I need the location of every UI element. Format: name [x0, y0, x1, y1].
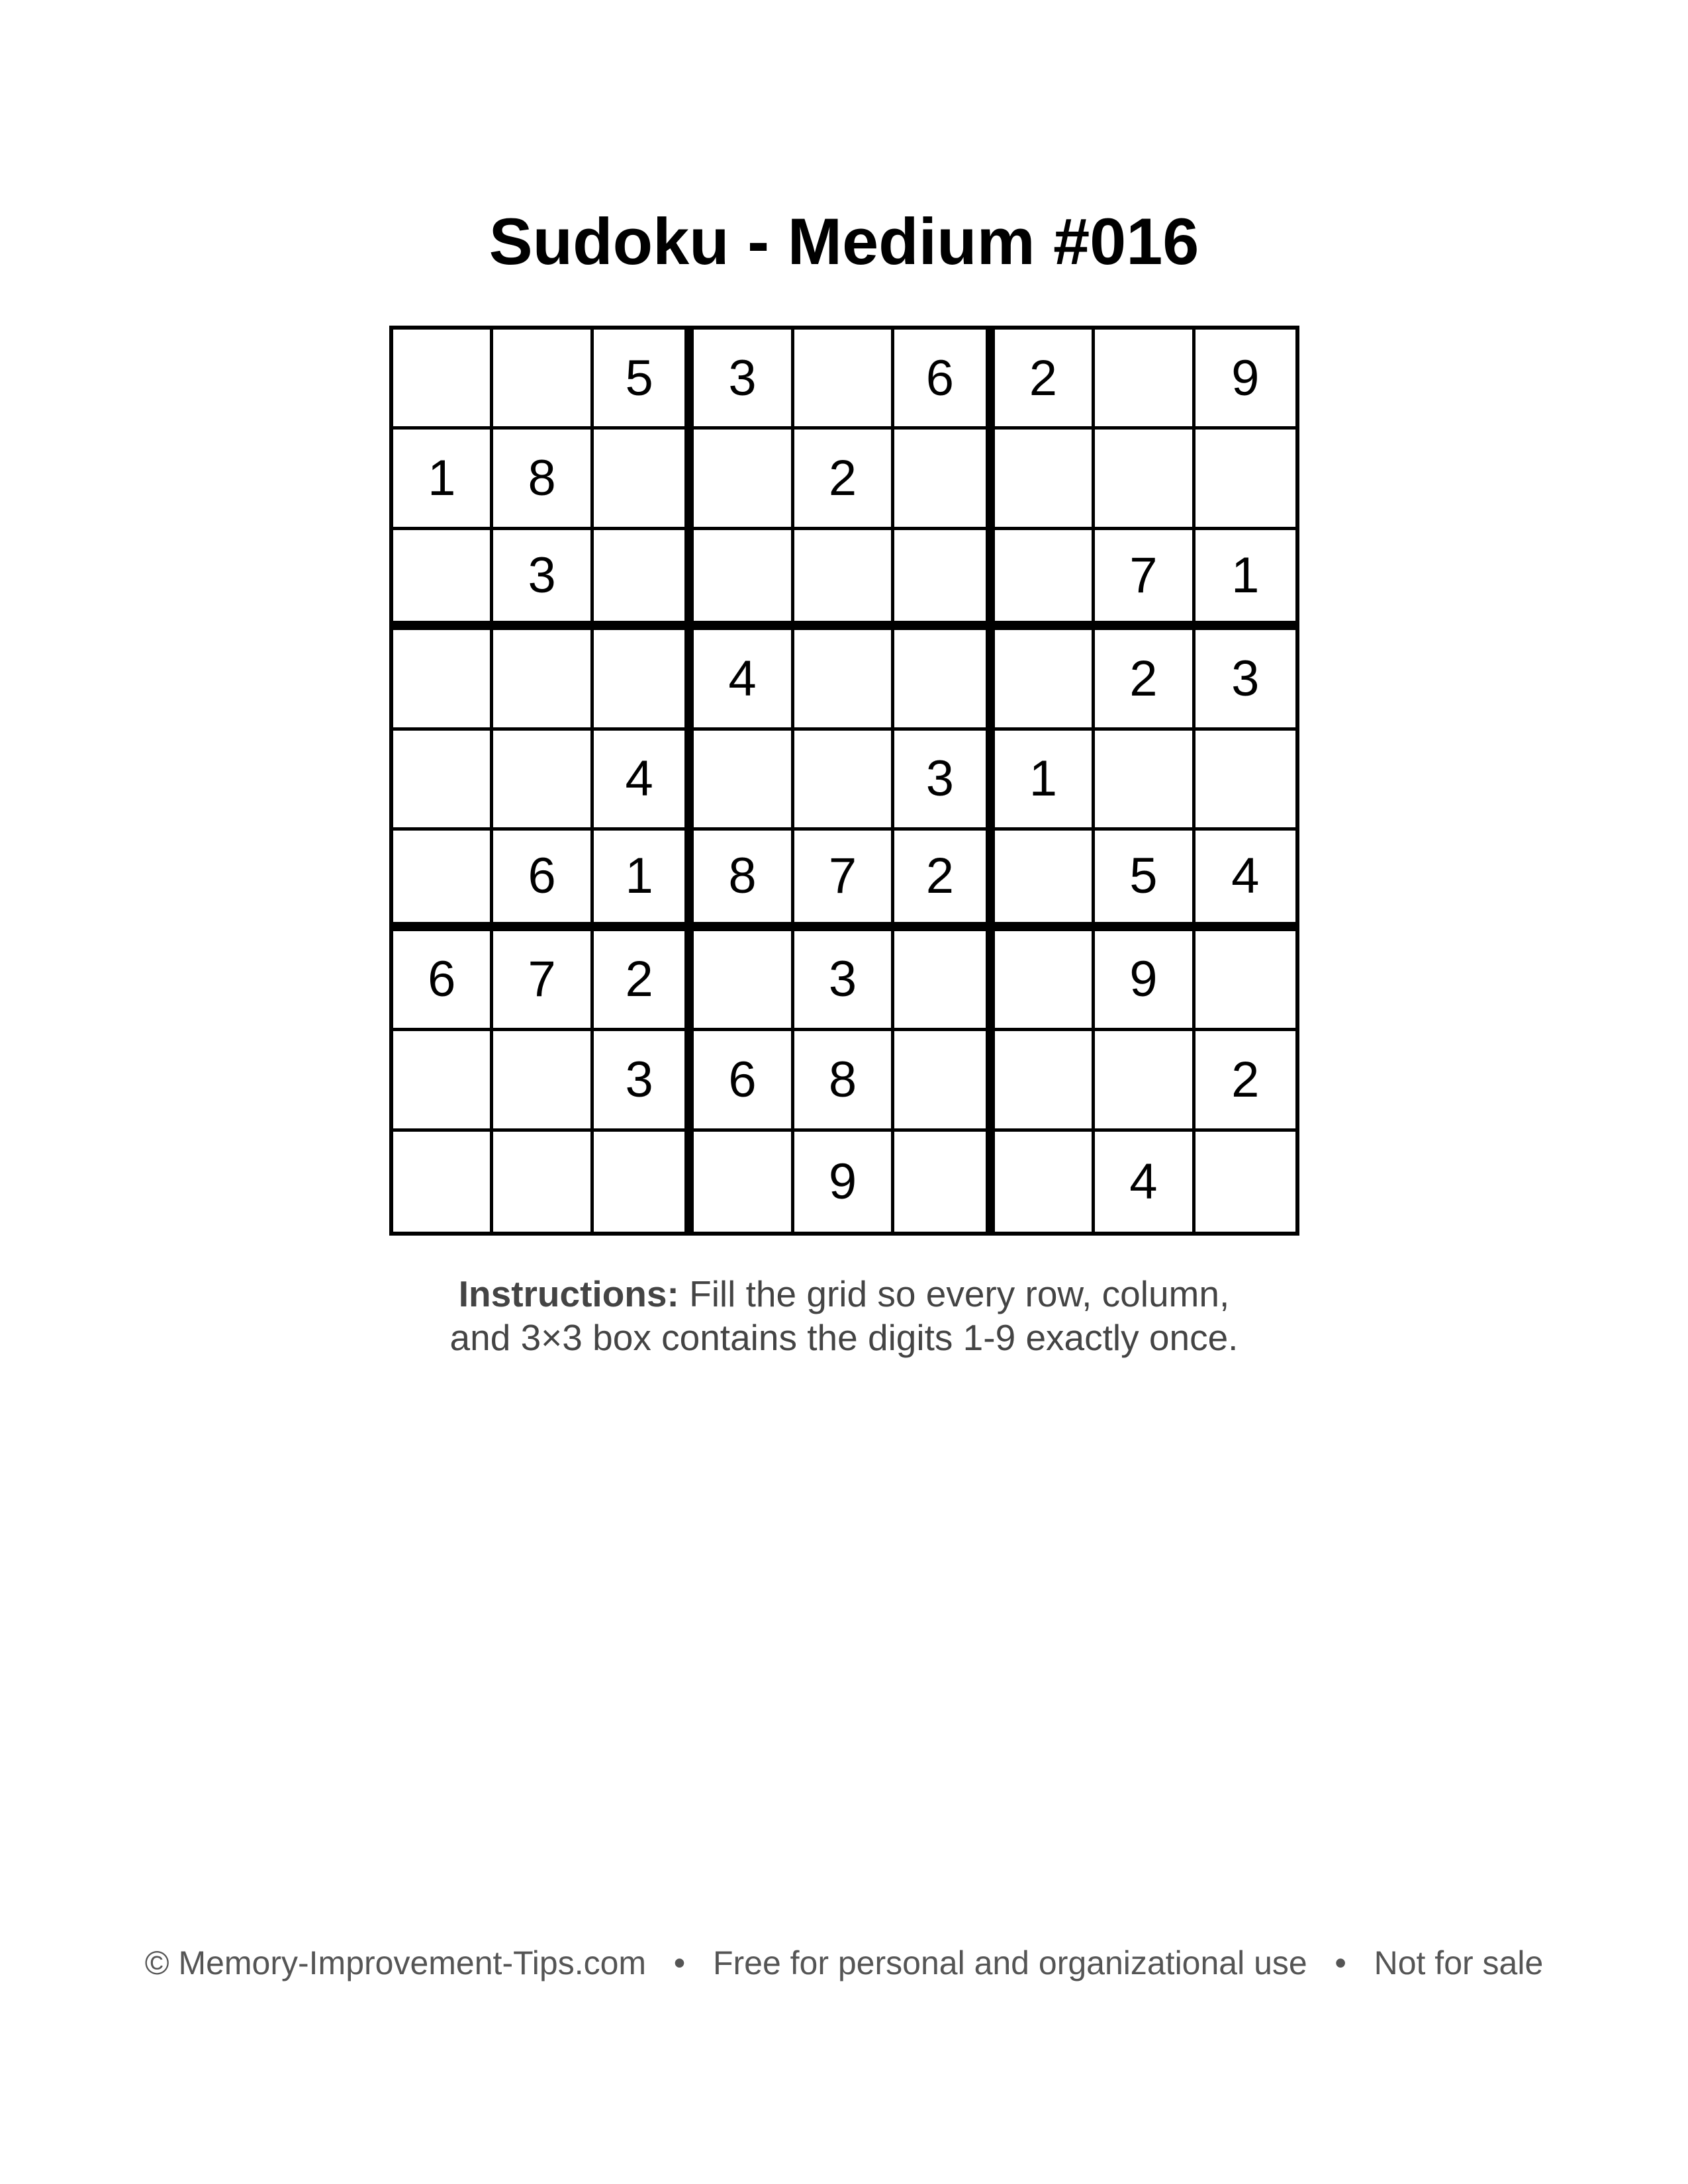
given-digit-cell[interactable]: 6 [393, 931, 493, 1031]
given-digit-cell[interactable]: 8 [794, 1031, 894, 1131]
empty-cell[interactable] [894, 931, 994, 1031]
empty-cell[interactable] [995, 831, 1095, 931]
empty-cell[interactable] [1196, 430, 1295, 529]
empty-cell[interactable] [393, 630, 493, 730]
footer [0, 1943, 1688, 1983]
given-digit-cell[interactable]: 3 [694, 330, 794, 430]
empty-cell[interactable] [393, 731, 493, 831]
empty-cell[interactable] [894, 430, 994, 529]
given-digit-cell[interactable]: 2 [1095, 630, 1195, 730]
empty-cell[interactable] [794, 630, 894, 730]
given-digit-cell[interactable]: 7 [493, 931, 593, 1031]
empty-cell[interactable] [894, 530, 994, 630]
given-digit-cell[interactable]: 1 [1196, 530, 1295, 630]
given-digit-cell[interactable]: 3 [493, 530, 593, 630]
given-digit-cell[interactable]: 4 [694, 630, 794, 730]
instructions-text-1: Fill the grid so every row, column, [679, 1273, 1230, 1314]
empty-cell[interactable] [1095, 430, 1195, 529]
empty-cell[interactable] [493, 731, 593, 831]
empty-cell[interactable] [594, 530, 694, 630]
given-digit-cell[interactable]: 2 [995, 330, 1095, 430]
empty-cell[interactable] [694, 430, 794, 529]
empty-cell[interactable] [393, 831, 493, 931]
empty-cell[interactable] [493, 630, 593, 730]
empty-cell[interactable] [594, 1132, 694, 1232]
empty-cell[interactable] [1095, 1031, 1195, 1131]
empty-cell[interactable] [1095, 731, 1195, 831]
empty-cell[interactable] [493, 1031, 593, 1131]
given-digit-cell[interactable]: 4 [594, 731, 694, 831]
given-digit-cell[interactable]: 6 [694, 1031, 794, 1131]
empty-cell[interactable] [894, 1031, 994, 1131]
empty-cell[interactable] [995, 931, 1095, 1031]
empty-cell[interactable] [694, 931, 794, 1031]
empty-cell[interactable] [794, 530, 894, 630]
given-digit-cell[interactable]: 9 [794, 1132, 894, 1232]
given-digit-cell[interactable]: 9 [1196, 330, 1295, 430]
given-digit-cell[interactable]: 2 [794, 430, 894, 529]
empty-cell[interactable] [794, 731, 894, 831]
given-digit-cell[interactable]: 1 [594, 831, 694, 931]
empty-cell[interactable] [995, 530, 1095, 630]
empty-cell[interactable] [393, 1132, 493, 1232]
empty-cell[interactable] [1196, 1132, 1295, 1232]
empty-cell[interactable] [694, 1132, 794, 1232]
footer-separator-1: • [673, 1944, 686, 1981]
given-digit-cell[interactable]: 3 [594, 1031, 694, 1131]
given-digit-cell[interactable]: 7 [1095, 530, 1195, 630]
given-digit-cell[interactable]: 4 [1095, 1132, 1195, 1232]
empty-cell[interactable] [694, 731, 794, 831]
empty-cell[interactable] [1196, 731, 1295, 831]
given-digit-cell[interactable]: 3 [894, 731, 994, 831]
given-digit-cell[interactable]: 6 [894, 330, 994, 430]
sudoku-grid [389, 326, 1299, 1236]
empty-cell[interactable] [1196, 931, 1295, 1031]
empty-cell[interactable] [995, 630, 1095, 730]
empty-cell[interactable] [995, 1132, 1095, 1232]
instructions-line-1 [0, 1272, 1688, 1316]
empty-cell[interactable] [493, 1132, 593, 1232]
empty-cell[interactable] [393, 1031, 493, 1131]
given-digit-cell[interactable]: 3 [1196, 630, 1295, 730]
empty-cell[interactable] [694, 530, 794, 630]
empty-cell[interactable] [594, 630, 694, 730]
given-digit-cell[interactable]: 3 [794, 931, 894, 1031]
given-digit-cell[interactable]: 5 [594, 330, 694, 430]
footer-usage: Free for personal and organizational use [712, 1944, 1307, 1981]
given-digit-cell[interactable]: 8 [493, 430, 593, 529]
given-digit-cell[interactable]: 4 [1196, 831, 1295, 931]
given-digit-cell[interactable]: 9 [1095, 931, 1195, 1031]
instructions-label: Instructions: [458, 1273, 679, 1314]
given-digit-cell[interactable]: 2 [594, 931, 694, 1031]
empty-cell[interactable] [894, 1132, 994, 1232]
empty-cell[interactable] [1095, 330, 1195, 430]
given-digit-cell[interactable]: 5 [1095, 831, 1195, 931]
given-digit-cell[interactable]: 7 [794, 831, 894, 931]
empty-cell[interactable] [594, 430, 694, 529]
page-title: Sudoku - Medium #016 [489, 205, 1199, 278]
given-digit-cell[interactable]: 1 [995, 731, 1095, 831]
empty-cell[interactable] [393, 330, 493, 430]
empty-cell[interactable] [995, 430, 1095, 529]
empty-cell[interactable] [794, 330, 894, 430]
empty-cell[interactable] [493, 330, 593, 430]
footer-sale: Not for sale [1374, 1944, 1544, 1981]
footer-copyright: © Memory-Improvement-Tips.com [144, 1944, 647, 1981]
empty-cell[interactable] [393, 530, 493, 630]
instructions-line-2: and 3×3 box contains the digits 1-9 exactly once. [449, 1317, 1239, 1358]
instructions [0, 1272, 1688, 1359]
given-digit-cell[interactable]: 8 [694, 831, 794, 931]
given-digit-cell[interactable]: 6 [493, 831, 593, 931]
footer-separator-2: • [1335, 1944, 1346, 1981]
empty-cell[interactable] [894, 630, 994, 730]
given-digit-cell[interactable]: 1 [393, 430, 493, 529]
given-digit-cell[interactable]: 2 [1196, 1031, 1295, 1131]
given-digit-cell[interactable]: 2 [894, 831, 994, 931]
empty-cell[interactable] [995, 1031, 1095, 1131]
